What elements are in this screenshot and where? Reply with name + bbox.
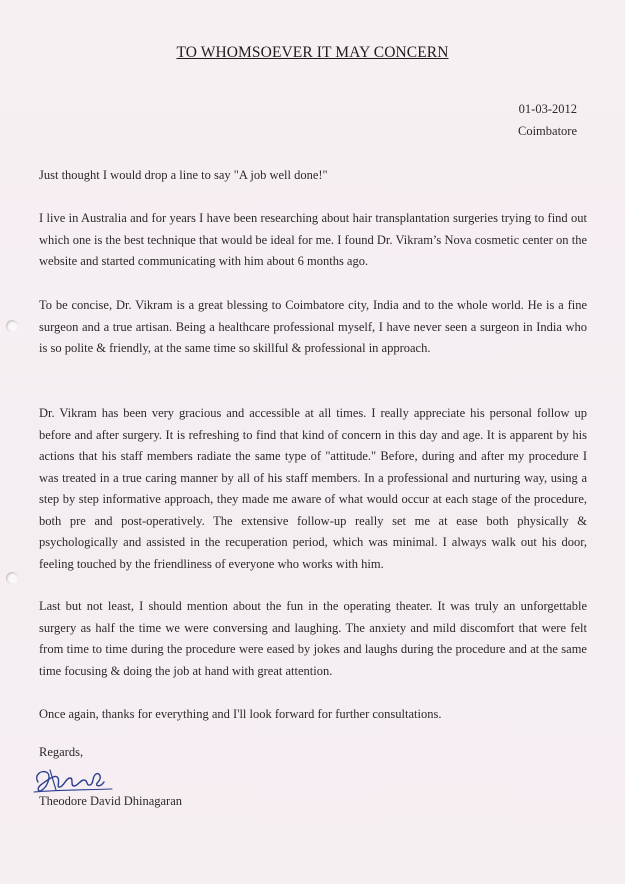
letter-title: TO WHOMSOEVER IT MAY CONCERN [176, 44, 449, 61]
letter-date: 01-03-2012 [518, 102, 577, 116]
paragraph-4: Last but not least, I should mention about the fun in the operating theater. It was truly an unforgettable surgery as half the time we were conversing and laughing. The anxiety and mild discomfort that were felt from time to time during the procedure were eased by jokes and laughs during the procedure and at the same time focusing & doing the job at hand with great attention. [39, 599, 587, 678]
closing: Regards, [39, 745, 84, 759]
punch-hole-icon [6, 320, 18, 332]
paragraph-1: I live in Australia and for years I have been researching about hair transplantation surgeries trying to find out which one is the best technique that would be ideal for me. I found Dr. Vikram’s Nova cosmetic center on the website and started communicating with him about 6 months ago. [39, 211, 587, 268]
date-block [518, 98, 577, 142]
signer-name: Theodore David Dhinagaran [39, 794, 182, 808]
paragraph-2: To be concise, Dr. Vikram is a great blessing to Coimbatore city, India and to the whole world. He is a fine surgeon and a true artisan. Being a healthcare professional myself, I have never seen a surgeon in India who is so polite & friendly, at the same time so skillful & professional in approach. [39, 298, 587, 355]
paragraph-5: Once again, thanks for everything and I'll look forward for further consultations. [39, 707, 442, 721]
punch-hole-icon [6, 572, 18, 584]
paragraph-3: Dr. Vikram has been very gracious and accessible at all times. I really appreciate his personal follow up before and after surgery. It is refreshing to find that kind of concern in this day and age. It is apparent by his actions that his staff members radiate the same type of "attitude." Before, during and after my procedure I was treated in a true caring manner by all of his staff members. In a professional and nurturing way, using a step by step informative approach, they made me aware of what would occur at each stage of the procedure, both pre and post-operatively. The extensive follow-up really set me at ease both physically & psychologically and assisted in the recuperation period, which was minimal. I always walk out his door, feeling touched by the friendliness of everyone who works with him. [39, 406, 587, 571]
letter-place: Coimbatore [517, 124, 577, 138]
greeting-line: Just thought I would drop a line to say "A job well done!" [39, 168, 328, 182]
